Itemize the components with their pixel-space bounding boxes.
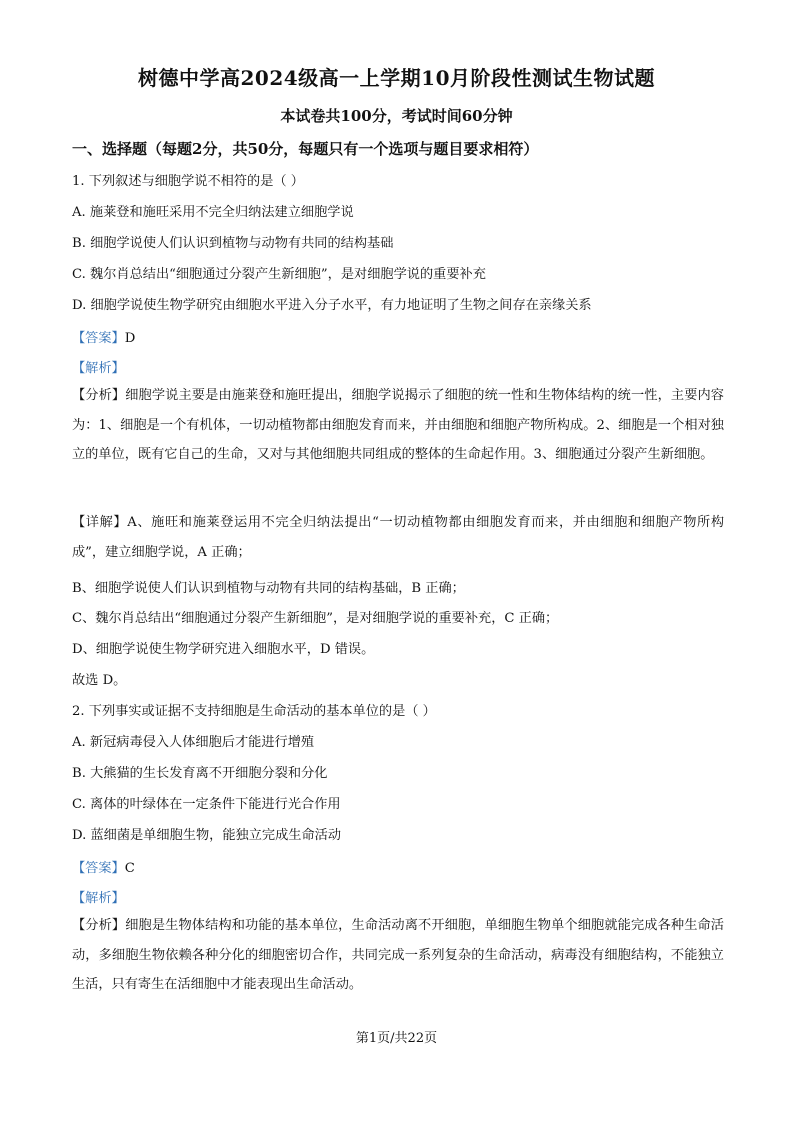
question-2-answer [72,857,135,876]
fenxi-text: 细胞是生物体结构和功能的基本单位，生命活动离不开细胞，单细胞生物单个细胞就能完成各种生命活动，多细胞生物依赖各种分化的细胞密切合作，共同完成一系列复杂的生命活动，病毒没有细胞结构，不能独立生活，只有寄生在活细胞中才能表现出生命活动。 [72,918,724,992]
question-2-option-c: C. 离体的叶绿体在一定条件下能进行光合作用 [72,797,341,812]
answer-tag: 【答案】 [72,331,125,346]
question-2-option-d: D. 蓝细菌是单细胞生物，能独立完成生命活动 [72,828,342,843]
question-2-analysis-tag: 【解析】 [72,891,125,906]
answer-value: C [124,861,135,876]
fenxi-tag: 【分析】 [72,918,126,933]
question-1-analysis-tag: 【解析】 [72,361,125,376]
xiangjie-text: A、施旺和施莱登运用不完全归纳法提出“一切动植物都由细胞发育而来，并由细胞和细胞产物所构成”，建立细胞学说，A 正确； [72,515,725,560]
question-1-fenxi [72,381,724,470]
question-1-detail-d: D、细胞学说使生物学研究进入细胞水平，D 错误。 [72,642,375,657]
question-1-option-d: D. 细胞学说使生物学研究由细胞水平进入分子水平，有力地证明了生物之间存在亲缘关系 [72,298,592,313]
question-1-conclusion: 故选 D。 [72,673,127,688]
question-1-option-b: B. 细胞学说使人们认识到植物与动物有共同的结构基础 [72,236,394,251]
fenxi-text: 细胞学说主要是由施莱登和施旺提出，细胞学说揭示了细胞的统一性和生物体结构的统一性，主要内容为：1、细胞是一个有机体，一切动植物都由细胞发育而来，并由细胞和细胞产物所构成。2、细胞是一个相对独立的单位，既有它自己的生命，又对与其他细胞共同组成的整体的生命起作用。3、细胞通过分裂产生新细胞。 [72,388,724,462]
question-1-xiangjie [72,508,724,567]
page-subtitle: 本试卷共100分，考试时间60分钟 [280,107,513,125]
question-1-stem: 1. 下列叙述与细胞学说不相符的是（ ） [72,174,304,189]
section-heading: 一、选择题（每题2分，共50分，每题只有一个选项与题目要求相符） [72,140,539,158]
question-1-answer [72,327,135,346]
question-2-stem: 2. 下列事实或证据不支持细胞是生命活动的基本单位的是（ ） [72,704,436,719]
question-1-detail-b: B、细胞学说使人们认识到植物与动物有共同的结构基础，B 正确； [72,581,465,596]
question-2-option-b: B. 大熊猫的生长发育离不开细胞分裂和分化 [72,766,328,781]
question-2-fenxi [72,911,724,1000]
question-1-option-c: C. 魏尔肖总结出“细胞通过分裂产生新细胞”，是对细胞学说的重要补充 [72,267,486,282]
xiangjie-tag: 【详解】 [72,515,128,530]
fenxi-tag: 【分析】 [72,388,126,403]
page-title: 树德中学高2024级高一上学期10月阶段性测试生物试题 [138,66,655,90]
page-footer: 第1页/共22页 [355,1031,438,1046]
answer-tag: 【答案】 [72,861,125,876]
question-2-option-a: A. 新冠病毒侵入人体细胞后才能进行增殖 [72,735,315,750]
question-1-detail-c: C、魏尔肖总结出“细胞通过分裂产生新细胞”，是对细胞学说的重要补充，C 正确； [72,611,559,626]
question-1-option-a: A. 施莱登和施旺采用不完全归纳法建立细胞学说 [72,205,354,220]
answer-value: D [124,331,136,346]
